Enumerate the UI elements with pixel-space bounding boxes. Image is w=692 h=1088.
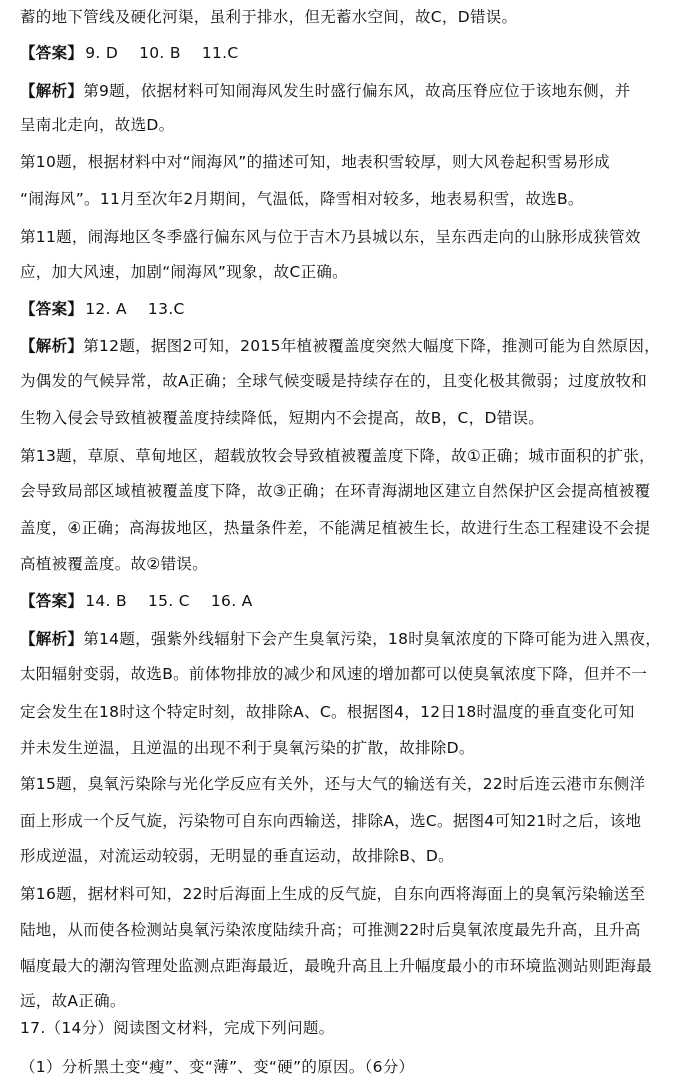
answer-label: 【答案】 — [20, 592, 84, 610]
line-text: 17.（14分）阅读图文材料，完成下列问题。 — [20, 1019, 335, 1037]
answer-line-3 — [20, 589, 680, 613]
text-line-13 — [20, 662, 680, 686]
line-text: （1）分析黑土变“瘦”、变“薄”、变“硬”的原因。（6分） — [20, 1058, 415, 1076]
text-line-12 — [20, 552, 680, 576]
text-line-14 — [20, 700, 680, 724]
line-text: “闹海风”。11月至次年2月期间，气温低，降雪相对较多，地表易积雪，故选B。 — [20, 190, 584, 208]
line-text: 第11题，闹海地区冬季盛行偏东风与位于吉木乃县城以东，呈东西走向的山脉形成狭管效 — [20, 228, 641, 246]
line-text: 蓄的地下管线及硬化河渠，虽利于排水，但无蓄水空间，故C，D错误。 — [20, 8, 518, 26]
answer-label: 【答案】 — [20, 300, 84, 318]
line-text: 太阳辐射变弱，故选B。前体物排放的减少和风速的增加都可以使臭氧浓度下降，但并不一 — [20, 665, 648, 683]
text-line-6 — [20, 260, 680, 284]
line-text: 远，故A正确。 — [20, 992, 126, 1010]
text-line-5 — [20, 225, 680, 249]
text-line-1 — [20, 5, 680, 29]
text-line-9 — [20, 444, 680, 468]
analysis-line-2 — [20, 334, 680, 358]
text-line-4 — [20, 187, 680, 211]
answer-values: 9. D 10. B 11.C — [85, 44, 239, 62]
line-text: 并未发生逆温，且逆温的出现不利于臭氧污染的扩散，故排除D。 — [20, 739, 475, 757]
text-line-16 — [20, 772, 680, 796]
analysis-line-1 — [20, 79, 680, 103]
text-line-24 — [20, 1055, 680, 1079]
analysis-label: 【解析】 — [20, 82, 84, 100]
line-text: 定会发生在18时这个特定时刻，故排除A、C。根据图4，12日18时温度的垂直变化可知 — [20, 703, 635, 721]
line-text: 生物入侵会导致植被覆盖度持续降低，短期内不会提高，故B，C，D错误。 — [20, 409, 545, 427]
analysis-label: 【解析】 — [20, 630, 84, 648]
text-line-19 — [20, 882, 680, 906]
line-text: 幅度最大的潮沟管理处监测点距海最近，最晚升高且上升幅度最小的市环境监测站则距海最 — [20, 957, 653, 975]
line-text: 应，加大风速，加剧“闹海风”现象，故C正确。 — [20, 263, 348, 281]
line-text: 为偶发的气候异常，故A正确；全球气候变暖是持续存在的，且变化极其微弱；过度放牧和 — [20, 372, 648, 390]
analysis-label: 【解析】 — [20, 337, 84, 355]
text-line-17 — [20, 809, 680, 833]
line-text: 第12题，据图2可知，2015年植被覆盖度突然大幅度下降，推测可能为自然原因， — [83, 337, 660, 355]
text-line-3 — [20, 150, 680, 174]
answer-values: 12. A 13.C — [85, 300, 185, 318]
line-text: 第16题，据材料可知，22时后海面上生成的反气旋，自东向西将海面上的臭氧污染输送至 — [20, 885, 646, 903]
line-text: 第9题，依据材料可知闹海风发生时盛行偏东风，故高压脊应位于该地东侧，并 — [83, 82, 631, 100]
text-line-11 — [20, 516, 680, 540]
text-line-10 — [20, 479, 680, 503]
text-line-21 — [20, 954, 680, 978]
line-text: 第10题，根据材料中对“闹海风”的描述可知，地表积雪较厚，则大风卷起积雪易形成 — [20, 153, 610, 171]
line-text: 呈南北走向，故选D。 — [20, 116, 175, 134]
text-line-2 — [20, 113, 680, 137]
text-line-20 — [20, 918, 680, 942]
answer-line-2 — [20, 297, 680, 321]
answer-values: 14. B 15. C 16. A — [85, 592, 253, 610]
line-text: 陆地，从而使各检测站臭氧污染浓度陆续升高；可推测22时后臭氧浓度最先升高，且升高 — [20, 921, 641, 939]
line-text: 盖度，④正确；高海拔地区，热量条件差，不能满足植被生长，故进行生态工程建设不会提 — [20, 519, 651, 537]
text-line-8 — [20, 406, 680, 430]
line-text: 会导致局部区域植被覆盖度下降，故③正确；在环青海湖地区建立自然保护区会提高植被覆 — [20, 482, 651, 500]
text-line-22 — [20, 989, 680, 1013]
line-text: 高植被覆盖度。故②错误。 — [20, 555, 208, 573]
answer-label: 【答案】 — [20, 44, 84, 62]
text-line-23 — [20, 1016, 680, 1040]
text-line-7 — [20, 369, 680, 393]
line-text: 第15题，臭氧污染除与光化学反应有关外，还与大气的输送有关，22时后连云港市东侧洋 — [20, 775, 646, 793]
analysis-line-3 — [20, 627, 680, 651]
line-text: 面上形成一个反气旋，污染物可自东向西输送，排除A，选C。据图4可知21时之后，该地 — [20, 812, 642, 830]
line-text: 第14题，强紫外线辐射下会产生臭氧污染，18时臭氧浓度的下降可能为进入黑夜， — [83, 630, 662, 648]
text-line-15 — [20, 736, 680, 760]
line-text: 形成逆温，对流运动较弱，无明显的垂直运动，故排除B、D。 — [20, 847, 454, 865]
answer-line-1 — [20, 41, 680, 65]
line-text: 第13题，草原、草甸地区，超载放牧会导致植被覆盖度下降，故①正确；城市面积的扩张， — [20, 447, 655, 465]
text-line-18 — [20, 844, 680, 868]
